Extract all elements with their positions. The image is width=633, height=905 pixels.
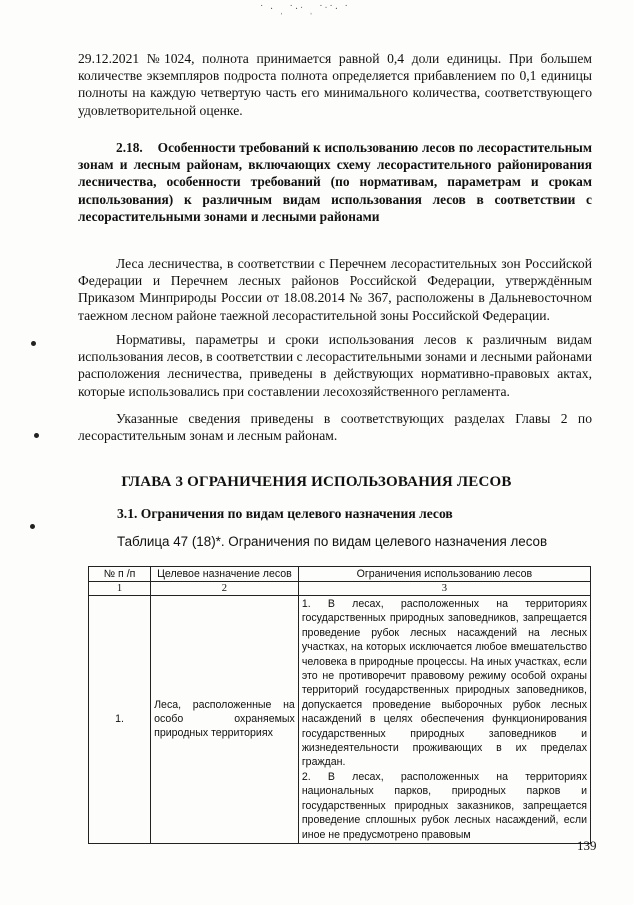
- purpose-cell: Леса, расположенные на особо охраняемых природных территориях: [151, 596, 299, 844]
- restrictions-table: [88, 566, 591, 844]
- column-number: 3: [298, 582, 590, 596]
- paragraph-2: Нормативы, параметры и сроки использования лесов к различным видам использования лесов, в соответствии с лесорастительными зонами и лесными районами расположения лесничества, приведены в действующих нормативно-правовых актах, которые использовались при составлении лесохозяйственного регламента.: [78, 332, 592, 399]
- header-cell: Ограничения использованию лесов: [298, 567, 590, 582]
- paragraph-3: Указанные сведения приведены в соответствующих разделах Главы 2 по лесорастительным зонам и лесным районам.: [78, 411, 592, 444]
- section-3-1-heading: 3.1. Ограничения по видам целевого назначения лесов: [117, 506, 453, 521]
- chapter-title: ГЛАВА 3 ОГРАНИЧЕНИЯ ИСПОЛЬЗОВАНИЯ ЛЕСОВ: [121, 474, 512, 490]
- table-caption: Таблица 47 (18)*. Ограничения по видам целевого назначения лесов: [117, 534, 548, 549]
- scan-mark: [31, 341, 36, 346]
- row-number: 1.: [89, 596, 151, 844]
- paragraph-1: Леса лесничества, в соответствии с Перечнем лесорастительных зон Российской Федерации и Перечнем лесных районов Российской Федерации, утверждённым Приказом Минприроды России от 18.08.2014 № 367, расположены в Дальневосточном таежном лесном районе таежной лесорастительной зоны Российской Федерации.: [78, 256, 592, 323]
- section-title: Особенности требований к использованию лесов по лесорастительным зонам и лесным районам, включающих схему лесорастительного районирования лесничества, особенности требований (по нормативам, параметрам и срокам использования) к различным видам использования лесов в соответствии с лесорастительными зонами и лесными районами: [78, 140, 592, 224]
- table-header-row: [89, 567, 591, 582]
- scan-mark: [34, 433, 39, 438]
- column-number: 2: [151, 582, 299, 596]
- column-number-row: [89, 582, 591, 596]
- column-number: 1: [89, 582, 151, 596]
- section-2-18-heading: [78, 139, 592, 225]
- scan-specks: ˙ · ˌ ˙·ˑ ˌ ˙ˑ˙· ˙: [260, 4, 350, 15]
- restrictions-cell: 1. В лесах, расположенных на территориях государственных природных заповедников, запрещается проведение рубок лесных насаждений на лесных участках, на которых исключается любое вмешательство человека в природные процессы. На иных участках, если это не противоречит правовому режиму особой охраны территорий государственных природных заповедников, допускается проведение выборочных рубок лесных насаждений в целях обеспечения функционирования государственных природных заповедников и жизнедеятельности проживающих в их пределах граждан. 2. В лесах, расположенных на территориях национальных парков, природных парков и государственных природных заказников, запрещается проведение сплошных рубок лесных насаждений, если иное не предусмотрено правовым: [298, 596, 590, 844]
- page-number: 139: [577, 838, 597, 853]
- table-row: [89, 596, 591, 844]
- scan-mark: [30, 524, 35, 529]
- header-cell: № п /п: [89, 567, 151, 582]
- intro-paragraph: 29.12.2021 №1024, полнота принимается равной 0,4 доли единицы. При большем количестве экземпляров подроста полнота определяется прибавлением по 0,1 единицы полноты на каждую четвертую часть его минимального количества, соответствующего удовлетворительной оценке.: [78, 51, 592, 118]
- section-number: 2.18.: [116, 140, 143, 155]
- header-cell: Целевое назначение лесов: [151, 567, 299, 582]
